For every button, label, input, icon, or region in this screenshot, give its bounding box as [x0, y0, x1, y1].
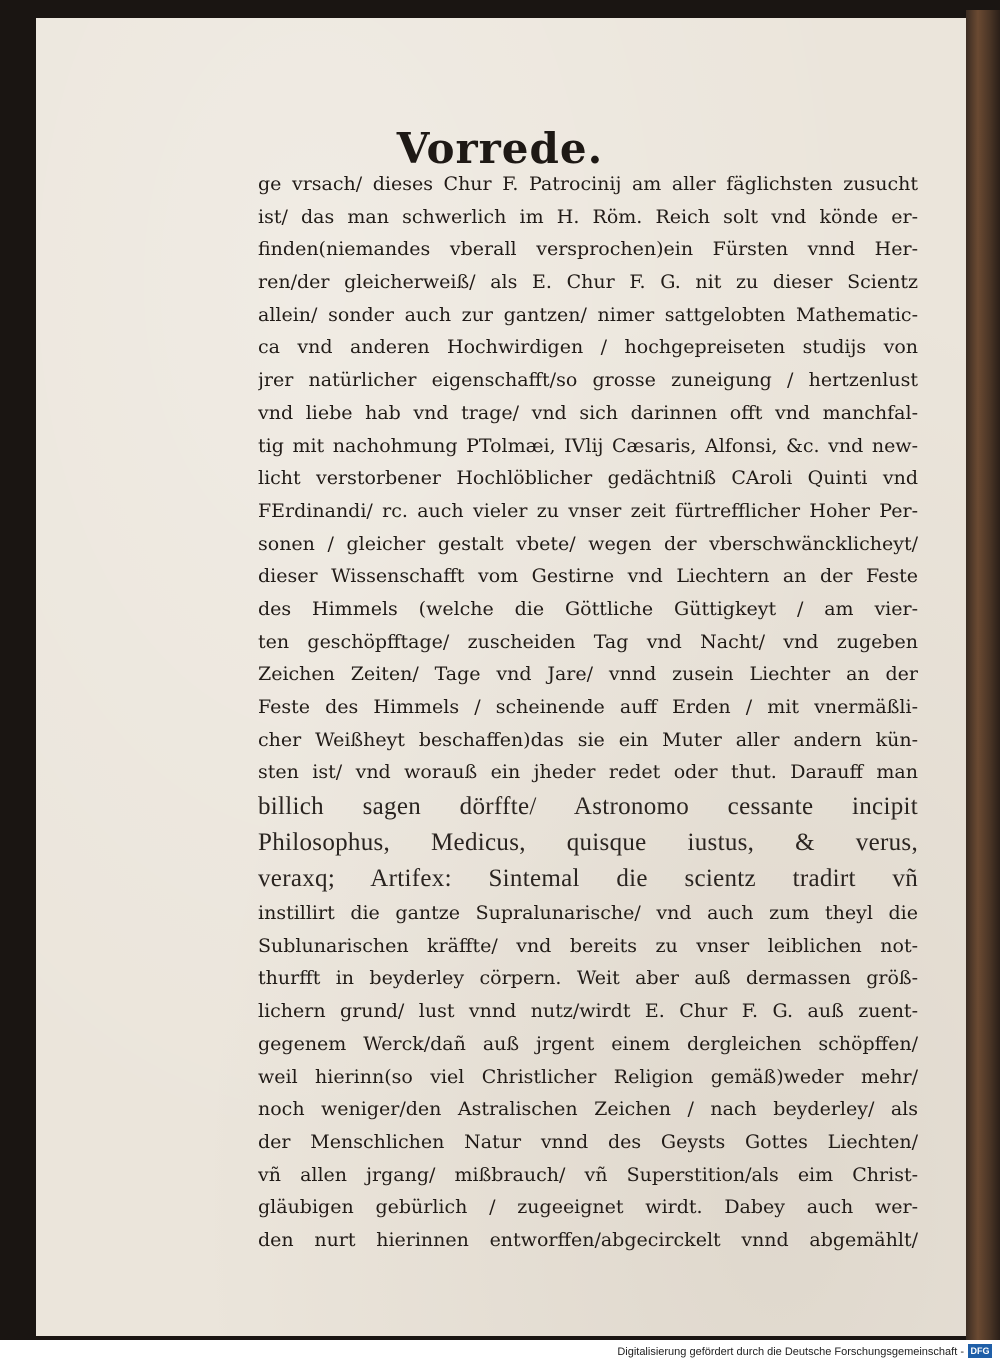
- body-text: [258, 168, 918, 1257]
- text-line: vnd liebe hab vnd trage/ vnd sich darinnen offt vnd manchfal-: [258, 401, 918, 424]
- text-line: gläubigen gebürlich / zugeeignet wirdt. Dabey auch wer-: [258, 1196, 918, 1219]
- text-line: Zeichen Zeiten/ Tage vnd Jare/ vnnd zusein Liechter an der: [258, 663, 918, 686]
- text-line: finden(niemandes vberall versprochen)ein Fürsten vnnd Her-: [258, 238, 918, 261]
- text-line: allein/ sonder auch zur gantzen/ nimer sattgelobten Mathematic-: [258, 303, 918, 326]
- text-line: Feste des Himmels / scheinende auff Erden / mit vnermäßli-: [258, 696, 918, 718]
- text-line: den nurt hierinnen entworffen/abgecirckelt vnnd abgemählt/: [258, 1228, 918, 1251]
- text-line: vñ allen jrgang/ mißbrauch/ vñ Superstition/als eim Christ-: [258, 1163, 918, 1186]
- text-line: tig mit nachohmung PTolmæi, IVlij Cæsaris, Alfonsi, &c. vnd new-: [258, 434, 918, 457]
- text-line-latin: billich sagen dörffte/ Astronomo cessante incipit: [258, 793, 918, 821]
- text-line: Sublunarischen kräffte/ vnd bereits zu vnser leiblichen not-: [258, 934, 918, 957]
- text-line: licht verstorbener Hochlöblicher gedächtniß CAroli Quinti vnd: [258, 467, 918, 490]
- text-line: lichern grund/ lust vnnd nutz/wirdt E. Chur F. G. auß zuent-: [258, 1000, 918, 1023]
- text-line: FErdinandi/ rc. auch vieler zu vnser zeit fürtrefflicher Hoher Per-: [258, 499, 918, 522]
- dfg-logo-icon: DFG: [968, 1344, 992, 1358]
- text-line-latin: Philosophus, Medicus, quisque iustus, & verus,: [258, 829, 918, 857]
- text-line: sten ist/ vnd worauß ein jheder redet oder thut. Darauff man: [258, 761, 918, 784]
- book-page-edge: [966, 10, 1000, 1340]
- text-line: des Himmels (welche die Göttliche Güttigkeyt / am vier-: [258, 597, 918, 620]
- text-line: noch weniger/den Astralischen Zeichen / nach beyderley/ als: [258, 1098, 918, 1121]
- text-line: ten geschöpfftage/ zuscheiden Tag vnd Nacht/ vnd zugeben: [258, 630, 918, 653]
- text-line: ca vnd anderen Hochwirdigen / hochgepreiseten studijs von: [258, 336, 918, 359]
- text-line: ist/ das man schwerlich im H. Röm. Reich solt vnd könde er-: [258, 205, 918, 228]
- text-line: thurfft in beyderley cörpern. Weit aber auß dermassen größ-: [258, 967, 918, 990]
- text-line: ge vrsach/ dieses Chur F. Patrocinij am aller fäglichsten zusucht: [258, 173, 918, 195]
- funding-credit: Digitalisierung gefördert durch die Deutsche Forschungsgemeinschaft -: [617, 1346, 964, 1358]
- text-line: cher Weißheyt beschaffen)das sie ein Muter aller andern kün-: [258, 728, 918, 751]
- text-line: sonen / gleicher gestalt vbete/ wegen der vberschwäncklicheyt/: [258, 532, 918, 555]
- text-line-latin: veraxq; Artifex: Sintemal die scientz tradirt vñ: [258, 865, 918, 893]
- text-line: der Menschlichen Natur vnnd des Geysts Gottes Liechten/: [258, 1130, 918, 1153]
- text-line: gegenem Werck/dañ auß jrgent einem dergleichen schöpffen/: [258, 1032, 918, 1055]
- text-line: weil hierinn(so viel Christlicher Religion gemäß)weder mehr/: [258, 1065, 918, 1088]
- page-heading: Vorrede.: [396, 124, 604, 173]
- text-line: ren/der gleicherweiß/ als E. Chur F. G. nit zu dieser Scientz: [258, 271, 918, 294]
- text-line: dieser Wissenschafft vom Gestirne vnd Liechtern an der Feste: [258, 565, 918, 588]
- text-line: instillirt die gantze Supralunarische/ vnd auch zum theyl die: [258, 902, 918, 925]
- text-line: jrer natürlicher eigenschafft/so grosse zuneigung / hertzenlust: [258, 369, 918, 392]
